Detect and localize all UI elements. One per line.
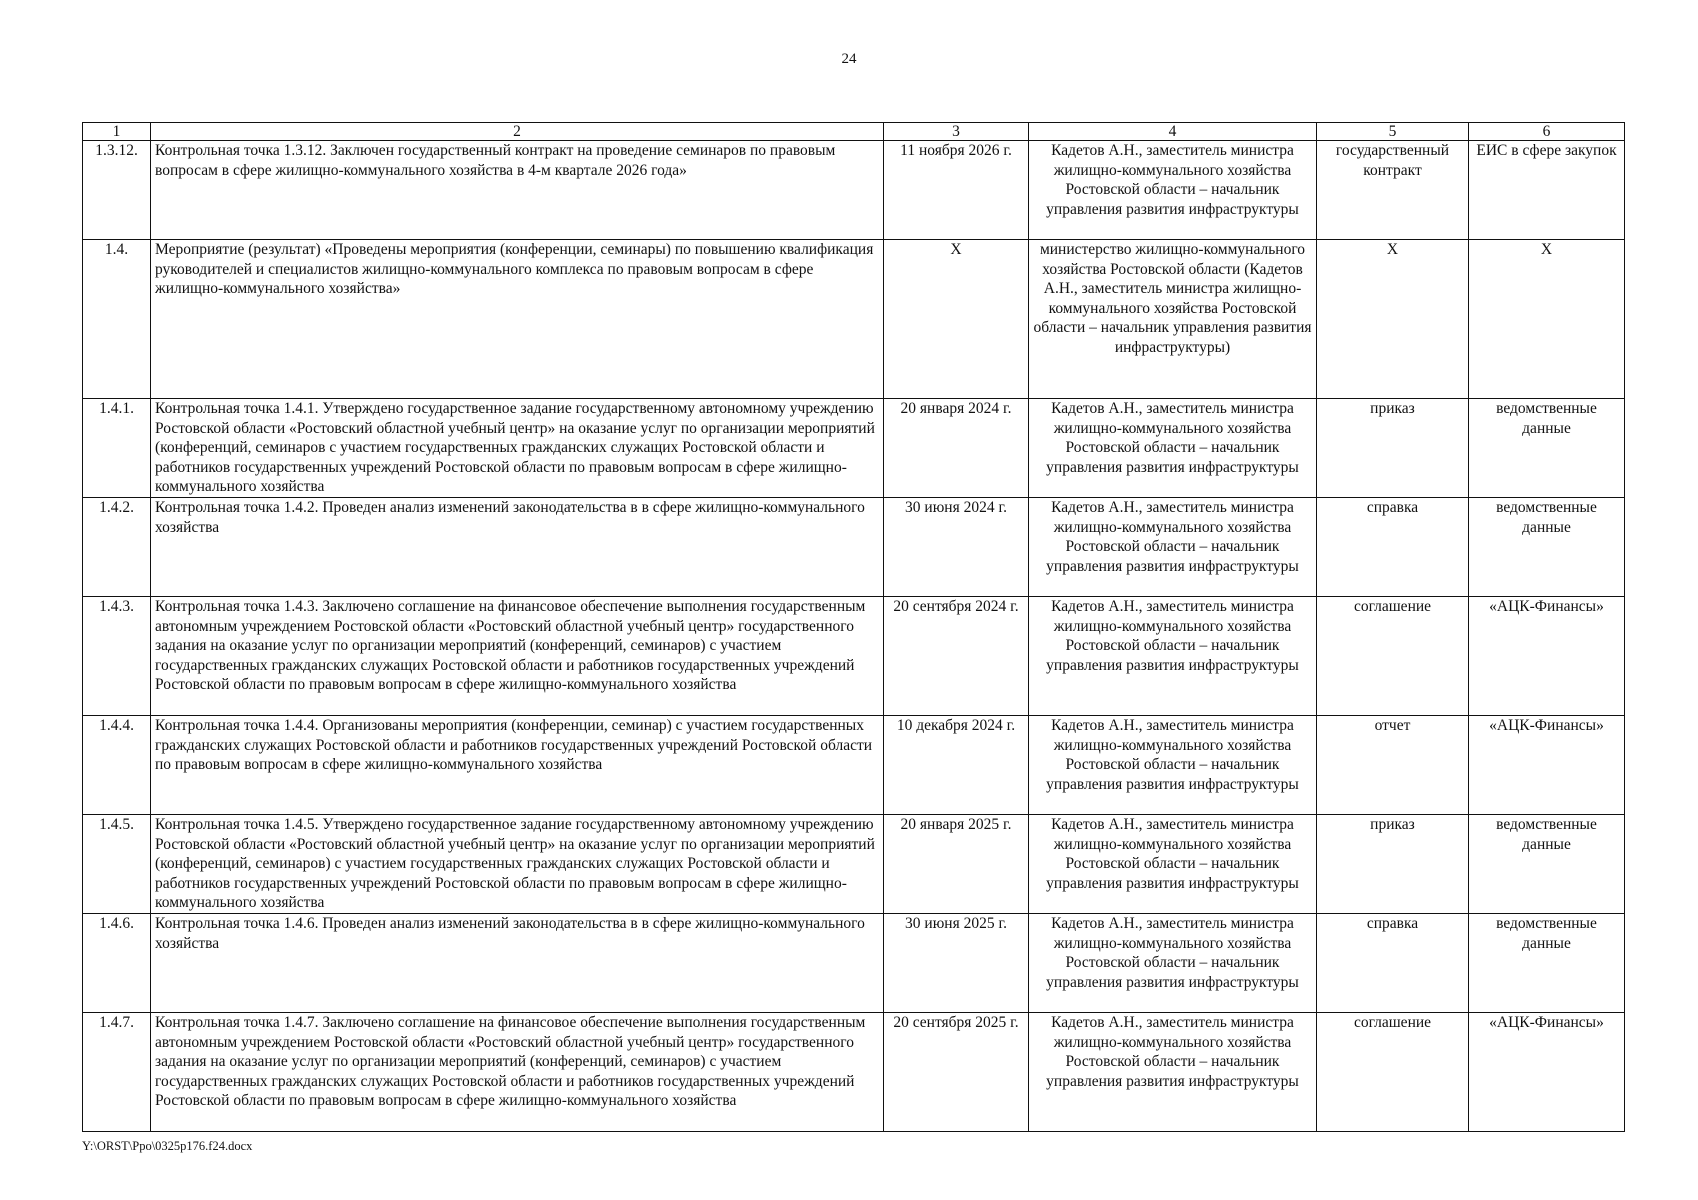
row-responsible: Кадетов А.Н., заместитель министра жилищно-коммунального хозяйства Ростовской области – начальник управления развития инфраструктуры bbox=[1029, 498, 1317, 597]
row-responsible: Кадетов А.Н., заместитель министра жилищно-коммунального хозяйства Ростовской области – начальник управления развития инфраструктуры bbox=[1029, 914, 1317, 1013]
row-source: ведомственные данные bbox=[1469, 815, 1625, 914]
row-responsible: Кадетов А.Н., заместитель министра жилищно-коммунального хозяйства Ростовской области – начальник управления развития инфраструктуры bbox=[1029, 815, 1317, 914]
row-number: 1.4.5. bbox=[83, 815, 151, 914]
document-file-path: Y:\ORST\Ppo\0325p176.f24.docx bbox=[82, 1139, 253, 1153]
row-description: Контрольная точка 1.4.7. Заключено соглашение на финансовое обеспечение выполнения государственным автономным учреждением Ростовской области «Ростовский областной учебный центр» государственного задания на оказание услуг по организации мероприятий (конференций, семинаров) с участием государственных гражданских служащих Ростовской области и работников государственных учреждений Ростовской области по правовым вопросам в сфере жилищно-коммунального хозяйства bbox=[151, 1013, 884, 1132]
row-description: Контрольная точка 1.4.5. Утверждено государственное задание государственному автономному учреждению Ростовской области «Ростовский областной учебный центр» на оказание услуг по организации мероприятий (конференций, семинаров) с участием государственных гражданских служащих Ростовской области и работников государственных учреждений Ростовской области по правовым вопросам в сфере жилищно-коммунального хозяйства bbox=[151, 815, 884, 914]
column-header: 5 bbox=[1317, 123, 1469, 141]
row-number: 1.4.3. bbox=[83, 597, 151, 716]
row-description: Контрольная точка 1.4.2. Проведен анализ изменений законодательства в в сфере жилищно-коммунального хозяйства bbox=[151, 498, 884, 597]
row-document: отчет bbox=[1317, 716, 1469, 815]
table-header-row bbox=[83, 123, 1625, 141]
row-description: Контрольная точка 1.4.6. Проведен анализ изменений законодательства в в сфере жилищно-коммунального хозяйства bbox=[151, 914, 884, 1013]
row-document: соглашение bbox=[1317, 597, 1469, 716]
row-number: 1.4.6. bbox=[83, 914, 151, 1013]
column-header: 3 bbox=[884, 123, 1029, 141]
row-date: 20 января 2025 г. bbox=[884, 815, 1029, 914]
row-document: справка bbox=[1317, 498, 1469, 597]
row-number: 1.3.12. bbox=[83, 141, 151, 240]
table-row bbox=[83, 914, 1625, 1013]
row-source: ведомственные данные bbox=[1469, 399, 1625, 498]
table-row bbox=[83, 399, 1625, 498]
row-date: 20 января 2024 г. bbox=[884, 399, 1029, 498]
row-document: приказ bbox=[1317, 399, 1469, 498]
column-header: 4 bbox=[1029, 123, 1317, 141]
row-responsible: Кадетов А.Н., заместитель министра жилищно-коммунального хозяйства Ростовской области – начальник управления развития инфраструктуры bbox=[1029, 399, 1317, 498]
row-number: 1.4.4. bbox=[83, 716, 151, 815]
table-row bbox=[83, 240, 1625, 399]
table-row bbox=[83, 141, 1625, 240]
row-source: ведомственные данные bbox=[1469, 498, 1625, 597]
row-responsible: Кадетов А.Н., заместитель министра жилищно-коммунального хозяйства Ростовской области – начальник управления развития инфраструктуры bbox=[1029, 1013, 1317, 1132]
row-number: 1.4.2. bbox=[83, 498, 151, 597]
row-document: государственный контракт bbox=[1317, 141, 1469, 240]
row-date: 30 июня 2025 г. bbox=[884, 914, 1029, 1013]
row-document: приказ bbox=[1317, 815, 1469, 914]
column-header: 1 bbox=[83, 123, 151, 141]
row-date: Х bbox=[884, 240, 1029, 399]
row-responsible: Кадетов А.Н., заместитель министра жилищно-коммунального хозяйства Ростовской области – начальник управления развития инфраструктуры bbox=[1029, 141, 1317, 240]
table-row bbox=[83, 815, 1625, 914]
row-description: Контрольная точка 1.4.3. Заключено соглашение на финансовое обеспечение выполнения государственным автономным учреждением Ростовской области «Ростовский областной учебный центр» государственного задания на оказание услуг по организации мероприятий (конференций, семинаров) с участием государственных гражданских служащих Ростовской области и работников государственных учреждений Ростовской области по правовым вопросам в сфере жилищно-коммунального хозяйства bbox=[151, 597, 884, 716]
row-number: 1.4.1. bbox=[83, 399, 151, 498]
row-date: 20 сентября 2024 г. bbox=[884, 597, 1029, 716]
row-responsible: Кадетов А.Н., заместитель министра жилищно-коммунального хозяйства Ростовской области – начальник управления развития инфраструктуры bbox=[1029, 716, 1317, 815]
row-responsible: министерство жилищно-коммунального хозяйства Ростовской области (Кадетов А.Н., заместитель министра жилищно-коммунального хозяйства Ростовской области – начальник управления развития инфраструктуры) bbox=[1029, 240, 1317, 399]
row-document: справка bbox=[1317, 914, 1469, 1013]
table-row bbox=[83, 1013, 1625, 1132]
row-description: Мероприятие (результат) «Проведены мероприятия (конференции, семинары) по повышению квалификация руководителей и специалистов жилищно-коммунального комплекса по правовым вопросам в сфере жилищно-коммунального хозяйства» bbox=[151, 240, 884, 399]
table-row bbox=[83, 498, 1625, 597]
table-row bbox=[83, 597, 1625, 716]
row-description: Контрольная точка 1.3.12. Заключен государственный контракт на проведение семинаров по правовым вопросам в сфере жилищно-коммунального хозяйства в 4-м квартале 2026 года» bbox=[151, 141, 884, 240]
row-date: 11 ноября 2026 г. bbox=[884, 141, 1029, 240]
row-source: ЕИС в сфере закупок bbox=[1469, 141, 1625, 240]
row-date: 20 сентября 2025 г. bbox=[884, 1013, 1029, 1132]
column-header: 2 bbox=[151, 123, 884, 141]
row-responsible: Кадетов А.Н., заместитель министра жилищно-коммунального хозяйства Ростовской области – начальник управления развития инфраструктуры bbox=[1029, 597, 1317, 716]
row-description: Контрольная точка 1.4.1. Утверждено государственное задание государственному автономному учреждению Ростовской области «Ростовский областной учебный центр» на оказание услуг по организации мероприятий (конференций, семинаров с участием государственных гражданских служащих Ростовской области и работников государственных учреждений Ростовской области по правовым вопросам в сфере жилищно-коммунального хозяйства bbox=[151, 399, 884, 498]
column-header: 6 bbox=[1469, 123, 1625, 141]
row-description: Контрольная точка 1.4.4. Организованы мероприятия (конференции, семинар) с участием государственных гражданских служащих Ростовской области и работников государственных учреждений Ростовской области по правовым вопросам в сфере жилищно-коммунального хозяйства bbox=[151, 716, 884, 815]
row-source: ведомственные данные bbox=[1469, 914, 1625, 1013]
row-document: Х bbox=[1317, 240, 1469, 399]
row-date: 30 июня 2024 г. bbox=[884, 498, 1029, 597]
plan-table bbox=[82, 122, 1625, 1132]
row-document: соглашение bbox=[1317, 1013, 1469, 1132]
row-source: «АЦК-Финансы» bbox=[1469, 716, 1625, 815]
row-date: 10 декабря 2024 г. bbox=[884, 716, 1029, 815]
page-number: 24 bbox=[841, 51, 857, 67]
row-number: 1.4. bbox=[83, 240, 151, 399]
row-source: Х bbox=[1469, 240, 1625, 399]
row-source: «АЦК-Финансы» bbox=[1469, 1013, 1625, 1132]
row-number: 1.4.7. bbox=[83, 1013, 151, 1132]
row-source: «АЦК-Финансы» bbox=[1469, 597, 1625, 716]
table-row bbox=[83, 716, 1625, 815]
